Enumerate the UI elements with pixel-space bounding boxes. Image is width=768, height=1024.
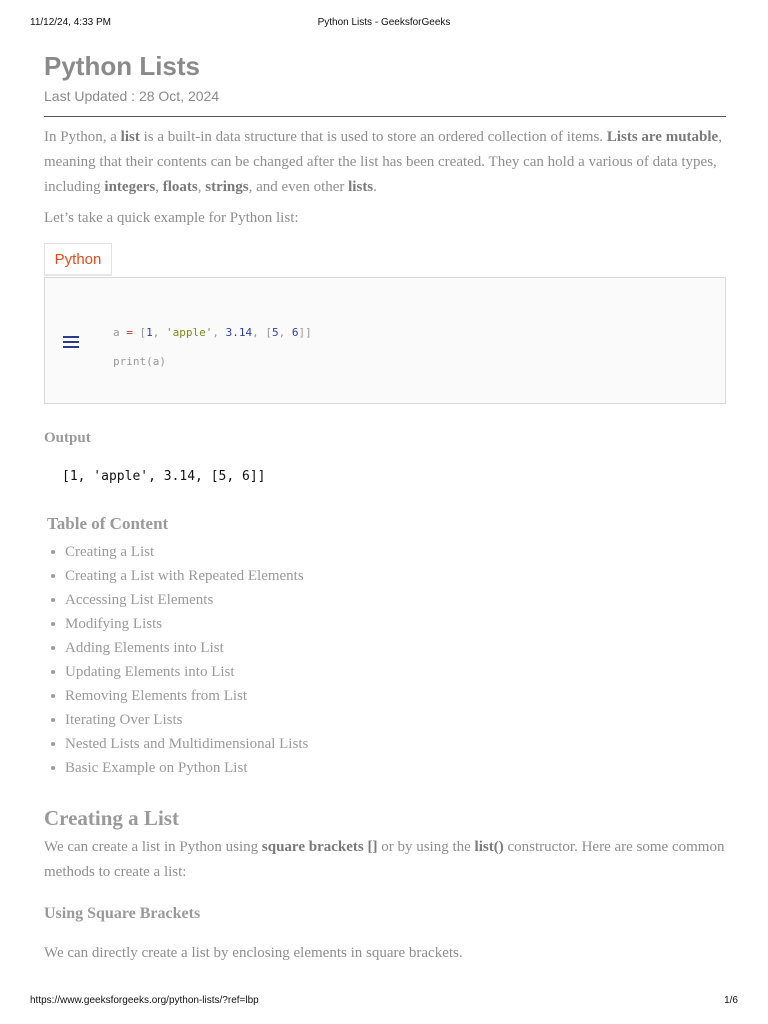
code-number: 6 [291, 326, 299, 339]
code-bracket-open: [ [132, 326, 147, 339]
intro-text-3: , meaning that their contents can be changed after the list has been created. They can hold a various of data types, including [44, 129, 722, 195]
intro-bold-mutable: Lists are mutable [606, 129, 719, 145]
section-heading-creating-a-list: Creating a List [44, 806, 179, 830]
toc-item-iterating[interactable]: Iterating Over Lists [65, 708, 726, 732]
toc-item-adding[interactable]: Adding Elements into List [65, 636, 726, 660]
intro-text-4: , [155, 179, 163, 195]
toc-item-updating[interactable]: Updating Elements into List [65, 660, 726, 684]
creating-text-1: We can create a list in Python using [44, 839, 262, 855]
table-of-contents [44, 540, 726, 780]
square-brackets-paragraph: We can directly create a list by enclosing elements in square brackets. [44, 945, 463, 961]
intro-text-1: In Python, a [44, 129, 121, 145]
creating-text-3: constructor. Here are some common methods to create a list: [44, 839, 725, 880]
last-updated: Last Updated : 28 Oct, 2024 [44, 88, 220, 104]
code-number: 1 [146, 326, 153, 339]
toc-item-modifying[interactable]: Modifying Lists [65, 612, 726, 636]
intro-bold-strings: strings [205, 179, 249, 195]
toc-item-creating-a-list[interactable]: Creating a List [65, 540, 726, 564]
intro-text-2: is a built-in data structure that is used to store an ordered collection of items. [139, 129, 607, 145]
creating-bold-brackets: square brackets [] [261, 839, 378, 855]
toc-item-basic-example[interactable]: Basic Example on Python List [65, 756, 726, 780]
intro-text-6: , and even other [248, 179, 349, 195]
code-string: 'apple' [166, 326, 213, 339]
output-heading: Output [44, 430, 91, 446]
code-line-2: print(a) [113, 355, 166, 368]
title-divider [44, 116, 726, 117]
print-date: 11/12/24, 4:33 PM [30, 17, 111, 28]
intro-paragraph [44, 125, 726, 200]
code-number: 3.14 [225, 326, 253, 339]
code-line-1 [113, 318, 312, 347]
article-title: Python Lists [44, 51, 201, 81]
code-bracket-close: ]] [298, 326, 312, 339]
intro-text-5: , [197, 179, 206, 195]
output-text: [1, 'apple', 3.14, [5, 6]] [62, 469, 266, 484]
code-operator: = [126, 326, 133, 339]
print-header [30, 17, 738, 31]
creating-text-2: or by using the [377, 839, 475, 855]
creating-bold-list-constructor: list() [474, 839, 504, 855]
creating-paragraph [44, 835, 726, 885]
toc-item-nested[interactable]: Nested Lists and Multidimensional Lists [65, 732, 726, 756]
intro-bold-integers: integers [104, 179, 156, 195]
toc-item-accessing[interactable]: Accessing List Elements [65, 588, 726, 612]
intro-bold-list: list [120, 129, 140, 145]
print-url: https://www.geeksforgeeks.org/python-lists/?ref=lbp [30, 995, 259, 1006]
code-var: a [113, 326, 127, 339]
article-content [44, 50, 726, 966]
subheading-square-brackets: Using Square Brackets [44, 905, 201, 922]
code-text [113, 318, 312, 376]
intro-text-7: . [373, 179, 377, 195]
print-footer [30, 995, 738, 1009]
print-page-title: Python Lists - GeeksforGeeks [317, 17, 451, 28]
code-tab-bar [44, 243, 726, 277]
toc-item-repeated-elements[interactable]: Creating a List with Repeated Elements [65, 564, 726, 588]
tab-python[interactable]: Python [44, 243, 112, 276]
intro-bold-lists: lists [348, 179, 374, 195]
code-block [44, 277, 726, 404]
code-separator: , [278, 326, 292, 339]
code-separator: , [152, 326, 166, 339]
toc-title: Table of Content [47, 514, 169, 533]
example-intro: Let’s take a quick example for Python list: [44, 210, 299, 226]
code-separator: , [212, 326, 226, 339]
page-number: 1/6 [724, 995, 738, 1006]
code-number: 5 [271, 326, 279, 339]
toc-item-removing[interactable]: Removing Elements from List [65, 684, 726, 708]
code-separator: , [ [252, 326, 272, 339]
menu-icon[interactable] [63, 336, 79, 348]
intro-bold-floats: floats [162, 179, 198, 195]
